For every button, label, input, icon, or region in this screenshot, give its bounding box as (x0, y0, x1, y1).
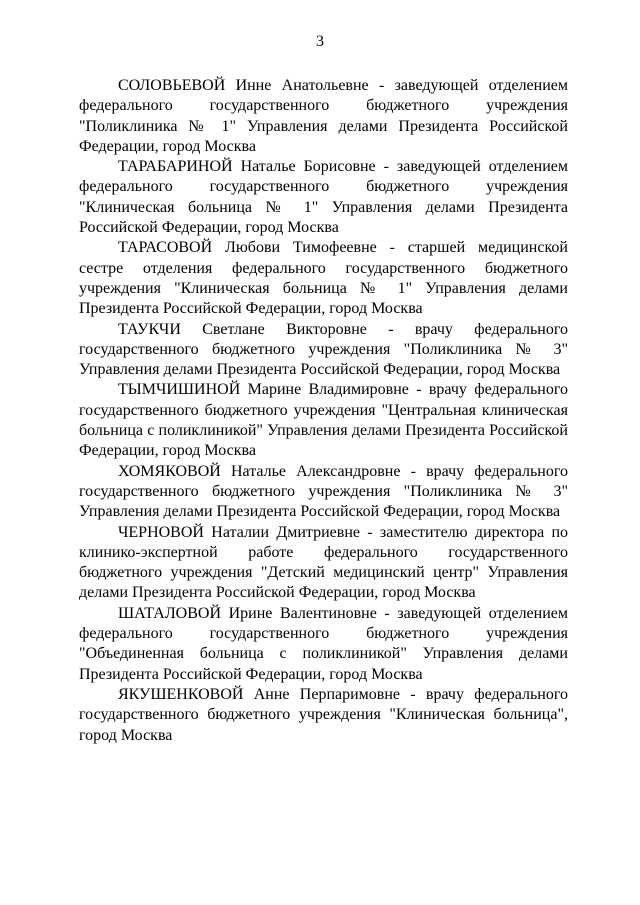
entry-text: Наталье Александровне - врачу федерального государственного бюджетного учреждения "Поликлиника № 3" Управления делами Президента Российской Федерации, город Москва (79, 462, 569, 521)
award-entry (79, 462, 568, 523)
page-number: 3 (316, 33, 324, 50)
entry-text: Инне Анатольевне - заведующей отделением федерального государственного бюджетного учреждения "Поликлиника № 1" Управления делами Президента Российской Федерации, город Москва (79, 77, 568, 155)
entry-surname: ЯКУШЕНКОВОЙ (118, 685, 244, 703)
award-entry (79, 380, 568, 461)
award-entry (79, 604, 568, 685)
entry-text: Анне Перпаримовне - врачу федерального государственного бюджетного учреждения "Клиническая больница", город Москва (79, 685, 568, 744)
entry-surname: ТАРАБАРИНОЙ (118, 158, 233, 176)
entry-text: Любови Тимофеевне - старшей медицинской сестре отделения федерального государственного бюджетного учреждения "Клиническая больница № 1" Управления делами Президента Российской Федерации, город Москва (79, 239, 568, 318)
entry-surname: ТАРАСОВОЙ (118, 239, 213, 257)
entry-text: Наталии Дмитриевне - заместителю директора по клинико-экспертной работе федерального государственного бюджетного учреждения "Детский медицинский центр" Управления делами Президента Российской Федерации, город Москва (79, 523, 569, 602)
entry-text: Ирине Валентиновне - заведующей отделением федерального государственного бюджетного учреждения "Объединенная больница с поликлиникой" Управления делами Президента Российской Федерации, город Москва (79, 604, 569, 683)
entry-text: Марине Владимировне - врачу федерального государственного бюджетного учреждения "Центральная клиническая больница с поликлиникой" Управления делами Президента Российской Федерации, город Москва (79, 381, 569, 460)
award-entry (79, 320, 568, 381)
award-entry (79, 685, 568, 746)
entry-surname: ТЫМЧИШИНОЙ (118, 381, 241, 399)
entry-text: Светлане Викторовне - врачу федерального государственного бюджетного учреждения "Поликлиника № 3" Управления делами Президента Российской Федерации, город Москва (79, 320, 569, 379)
entry-surname: ШАТАЛОВОЙ (118, 604, 222, 622)
entry-text: Наталье Борисовне - заведующей отделением федерального государственного бюджетного учреждения "Клиническая больница № 1" Управления делами Президента Российской Федерации, город Москва (79, 158, 568, 237)
award-entry (79, 238, 568, 319)
document-body (79, 76, 568, 746)
entry-surname: ТАУКЧИ (118, 320, 181, 338)
entry-surname: СОЛОВЬЕВОЙ (118, 77, 226, 94)
award-entry (79, 157, 568, 238)
entry-surname: ХОМЯКОВОЙ (118, 462, 221, 480)
award-entry (79, 76, 568, 157)
award-entry (79, 523, 568, 604)
entry-surname: ЧЕРНОВОЙ (118, 523, 204, 541)
